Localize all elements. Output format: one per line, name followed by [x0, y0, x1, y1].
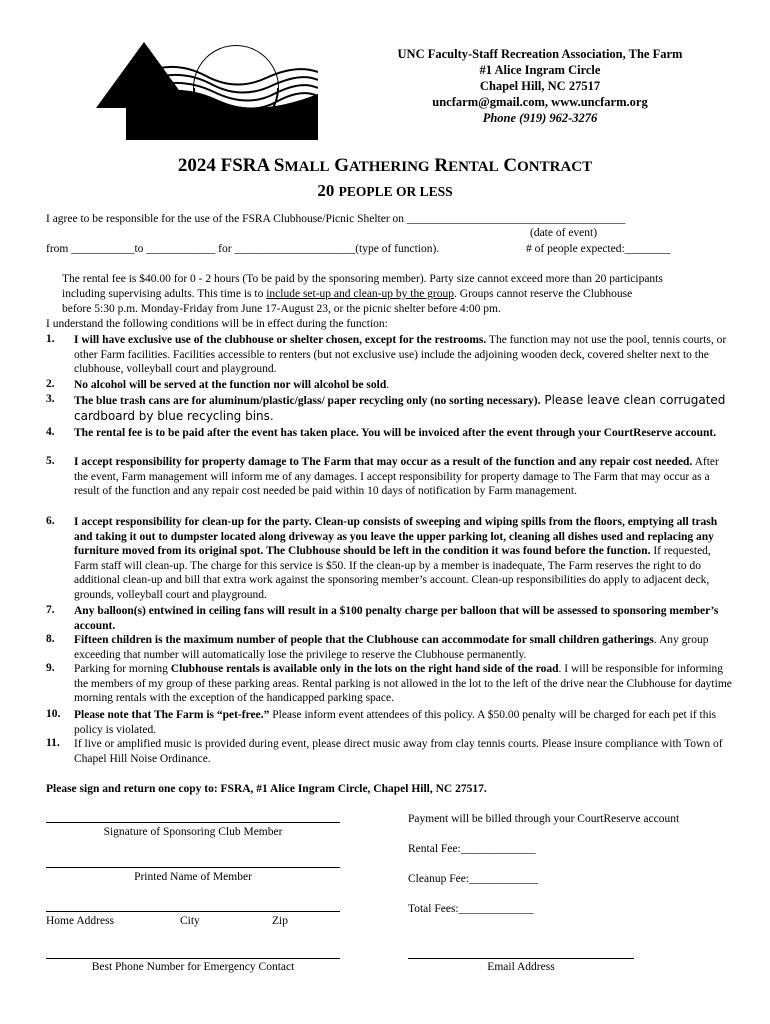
email-label: Email Address — [487, 961, 555, 973]
fee-line-2: including supervising adults. This time is to include set-up and clean-up by the group. Groups cannot reserve the Clubhouse — [62, 288, 633, 300]
item-number: 7. — [46, 604, 55, 616]
contract-subtitle: 20 PEOPLE OR LESS — [317, 181, 453, 200]
signature-label: Signature of Sponsoring Club Member — [103, 826, 283, 838]
zip-label: Zip — [272, 915, 288, 927]
city-label: City — [180, 915, 200, 927]
condition-7: Any balloon(s) entwined in ceiling fans will result in a $100 penalty charge per balloon that will be assessed to sponsoring member’s account. — [74, 605, 719, 632]
printed-name-line[interactable] — [46, 867, 340, 868]
people-expected-field: # of people expected:________ — [526, 243, 671, 255]
email-line[interactable] — [408, 958, 634, 959]
item-number: 8. — [46, 633, 55, 645]
cleanup-fee-field: Cleanup Fee:____________ — [408, 873, 538, 885]
item-number: 5. — [46, 455, 55, 467]
home-address-label: Home Address — [46, 915, 115, 927]
fsra-logo — [86, 42, 318, 140]
condition-4: The rental fee is to be paid after the event has taken place. You will be invoiced after the event through your CourtReserve account. — [74, 427, 717, 439]
conditions-intro: I understand the following conditions will be in effect during the function: — [46, 318, 388, 330]
date-label: (date of event) — [530, 227, 598, 239]
fee-line-3: before 5:30 p.m. Monday-Friday from June 17-August 23, or the picnic shelter before 4:00 pm. — [62, 303, 501, 315]
condition-9: Parking for morning Clubhouse rentals is available only in the lots on the right hand side of the road. I will be responsible for informing the members of my group of these parking areas. Rental parking is not allowed in the lot to the left of the drive near the Clubhouse for daytime morning rentals with the exception of the handicapped parking space. — [74, 663, 732, 705]
address-line[interactable] — [46, 911, 340, 912]
item-number: 9. — [46, 662, 55, 674]
condition-11: If live or amplified music is provided during event, please direct music away from clay tennis courts. Please insure compliance with Town of Chapel Hill Noise Ordinance. — [74, 738, 723, 765]
condition-1: I will have exclusive use of the clubhouse or shelter chosen, except for the restrooms. The function may not use the pool, tennis courts, or other Farm facilities. Facilities accessible to renters (but not exclusive use) include the adjoining wooden deck, covered shelter next to the clubhouse, volleyball court and playground. — [74, 334, 727, 376]
item-number: 3. — [46, 393, 55, 405]
org-address-2: Chapel Hill, NC 27517 — [479, 79, 601, 93]
item-number: 6. — [46, 515, 55, 527]
signature-line[interactable] — [46, 822, 340, 823]
condition-8: Fifteen children is the maximum number of people that the Clubhouse can accommodate for small children gatherings. Any group exceeding that number will automatically lose the privilege to reserve the Clubhouse permanently. — [74, 634, 709, 661]
item-number: 10. — [46, 708, 61, 720]
time-function-line: from ___________to ____________ for _____________________(type of function). — [46, 243, 440, 255]
org-name: UNC Faculty-Staff Recreation Association, The Farm — [397, 47, 683, 61]
org-address-1: #1 Alice Ingram Circle — [479, 63, 601, 77]
fee-line-1: The rental fee is $40.00 for 0 - 2 hours (To be paid by the sponsoring member). Party size cannot exceed more than 20 participants — [62, 273, 663, 285]
org-contact: uncfarm@gmail.com, www.uncfarm.org — [432, 95, 648, 109]
item-number: 1. — [46, 333, 55, 345]
item-number: 11. — [46, 737, 60, 749]
condition-2: No alcohol will be served at the function nor will alcohol be sold. — [74, 379, 390, 391]
contract-title: 2024 FSRA SMALL GATHERING RENTAL CONTRACT — [177, 155, 593, 176]
total-fees-field: Total Fees:_____________ — [408, 903, 534, 915]
org-phone: Phone (919) 962-3276 — [482, 111, 598, 125]
phone-line[interactable] — [46, 958, 340, 959]
agreement-line: I agree to be responsible for the use of the FSRA Clubhouse/Picnic Shelter on ______________________________________ — [46, 213, 626, 225]
condition-10: Please note that The Farm is “pet-free.” Please inform event attendees of this policy. A $50.00 penalty will be charged for each pet if this policy is violated. — [74, 709, 717, 736]
phone-label: Best Phone Number for Emergency Contact — [91, 961, 295, 973]
item-number: 2. — [46, 378, 55, 390]
item-number: 4. — [46, 426, 55, 438]
condition-6: I accept responsibility for clean-up for the party. Clean-up consists of sweeping and wiping spills from the floors, emptying all trash and taking it out to dumpster located along driveway as you leave the upper parking lot, cleaning all dishes used and replacing any furniture moved from its original spot. The Clubhouse should be left in the condition it was found before the function. If requested, Farm staff will clean-up. The charge for this service is $50. If the clean-up by a member is inadequate, The Farm reserves the right to do additional clean-up and bill that extra work against the sponsoring member’s account. Clean-up responsibilities do apply to adjacent deck, grounds, volleyball court and playground. — [74, 516, 718, 601]
condition-5: I accept responsibility for property damage to The Farm that may occur as a result of the function and any repair cost needed. After the event, Farm management will inform me of any damages. I accept responsibility for property damage to The Farm that may occur as a result of the function and any repair cost needed be paid within 10 days of notification by Farm management. — [74, 456, 719, 498]
rental-fee-field: Rental Fee:_____________ — [408, 843, 536, 855]
condition-3: The blue trash cans are for aluminum/plastic/glass/ paper recycling only (no sorting necessary). Please leave clean corrugated cardboard by blue recycling bins. — [74, 393, 726, 423]
billing-note: Payment will be billed through your CourtReserve account — [408, 813, 680, 825]
return-instructions: Please sign and return one copy to: FSRA, #1 Alice Ingram Circle, Chapel Hill, NC 27517. — [46, 783, 487, 795]
printed-name-label: Printed Name of Member — [134, 871, 252, 883]
